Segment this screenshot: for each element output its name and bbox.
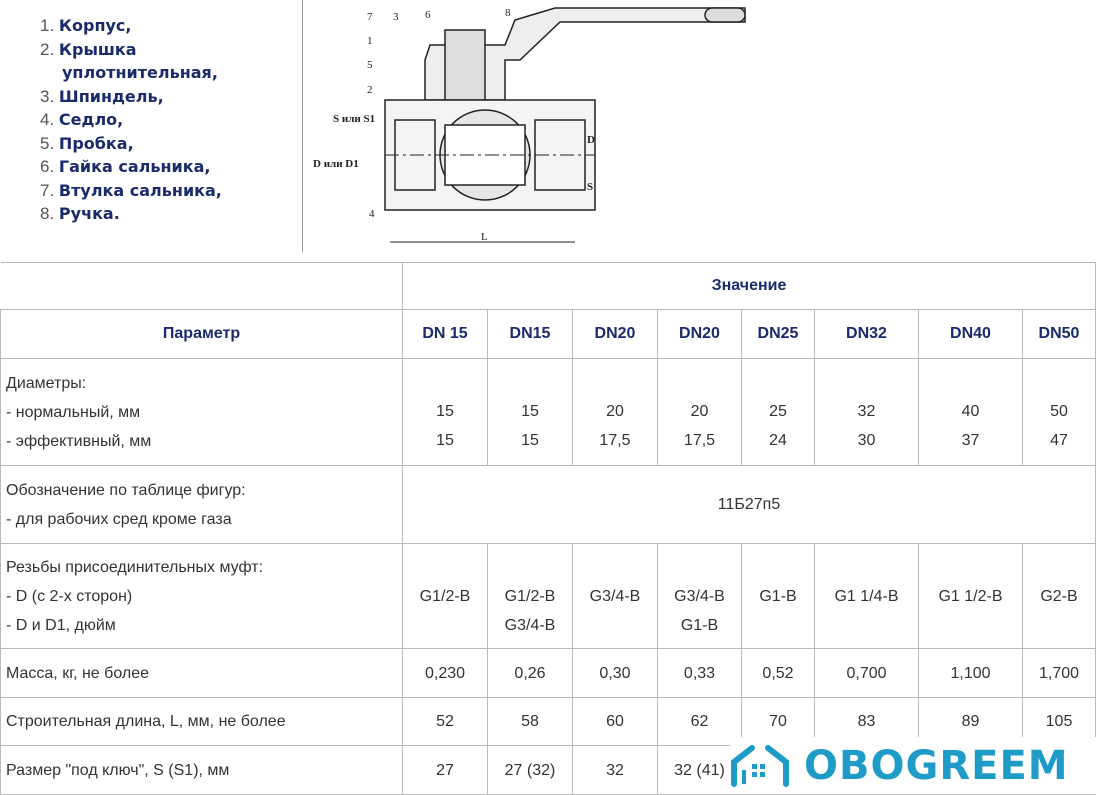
diam-label: Диаметры: - нормальный, мм - эффективный, мм	[1, 359, 403, 466]
label-s: S или S1	[333, 113, 376, 125]
value-cell	[403, 649, 488, 698]
part-item	[40, 202, 222, 226]
value: 30	[857, 432, 876, 449]
key-label: Размер "под ключ", S (S1), мм	[1, 746, 403, 795]
value: 24	[769, 432, 787, 449]
value-cell	[488, 698, 573, 746]
value: 25	[769, 403, 787, 420]
value-cell	[573, 746, 658, 795]
part-number: 2.	[40, 39, 55, 59]
value: 15	[521, 403, 539, 420]
value: 47	[1050, 432, 1068, 449]
label-d-right: D	[587, 134, 595, 146]
value-cell	[658, 544, 742, 649]
value-cell	[1023, 359, 1096, 466]
value: 32	[606, 761, 624, 779]
value-cell	[742, 359, 815, 466]
value: 0,33	[683, 664, 716, 682]
value-cell	[403, 544, 488, 649]
value: 20	[690, 403, 709, 420]
value: 32	[857, 403, 876, 420]
value: G1/2-B	[419, 588, 471, 605]
value: 52	[436, 713, 454, 730]
value: G1-B	[759, 588, 797, 605]
column-header: DN 15	[403, 310, 488, 359]
value-cell	[742, 649, 815, 698]
value: G3/4-B	[504, 617, 556, 634]
value-cell	[742, 544, 815, 649]
part-label: Гайка сальника,	[58, 157, 211, 176]
param-header: Параметр	[1, 310, 403, 359]
threads-label: Резьбы присоединительных муфт: - D (с 2-х сторон) - D и D1, дюйм	[1, 544, 403, 649]
value-cell	[919, 359, 1023, 466]
value-cell	[919, 544, 1023, 649]
label-7: 7	[367, 11, 373, 23]
value-cell	[658, 698, 742, 746]
label-8: 8	[505, 7, 511, 19]
value: 70	[769, 713, 787, 730]
part-label: Крышка	[58, 39, 137, 59]
value-cell	[403, 698, 488, 746]
value-cell	[815, 544, 919, 649]
length-label: Строительная длина, L, мм, не более	[1, 698, 403, 746]
part-label: Втулка сальника,	[58, 180, 222, 200]
label-d: D или D1	[313, 158, 359, 170]
part-number: 4.	[40, 110, 55, 129]
part-number: 8.	[40, 204, 55, 223]
house-logo-icon	[730, 744, 790, 788]
mass-label: Масса, кг, не более	[1, 649, 403, 698]
value: G1 1/4-B	[834, 588, 899, 605]
value-cell	[1023, 649, 1096, 698]
column-header: DN40	[919, 310, 1023, 359]
value: G1-B	[680, 617, 719, 634]
value: 89	[961, 713, 980, 730]
fig-value: 11Б27п5	[403, 466, 1096, 544]
value: 0,700	[846, 664, 887, 682]
value: G3/4-B	[674, 588, 725, 605]
value-cell	[573, 649, 658, 698]
value: 15	[521, 432, 539, 449]
part-item	[40, 155, 222, 179]
specs-table	[0, 262, 1096, 795]
value: 40	[961, 403, 980, 420]
value: 37	[961, 432, 980, 449]
value: G3/4-B	[589, 588, 641, 605]
column-header: DN20	[658, 310, 742, 359]
valve-drawing	[305, 0, 765, 252]
label-s-right: S	[587, 181, 594, 193]
value-cell	[403, 359, 488, 466]
value-cell	[403, 746, 488, 795]
label-2: 2	[367, 84, 373, 96]
label-3: 3	[393, 11, 399, 23]
value-cell	[488, 544, 573, 649]
value: G1 1/2-B	[938, 588, 1003, 605]
value: 58	[521, 713, 539, 730]
value-cell	[573, 359, 658, 466]
column-header: DN20	[573, 310, 658, 359]
part-number: 3.	[40, 86, 55, 106]
parts-section	[0, 0, 1100, 252]
value: 1,700	[1038, 664, 1080, 682]
value-cell	[488, 359, 573, 466]
value-cell	[658, 746, 742, 795]
value: 15	[436, 432, 454, 449]
value: 60	[606, 713, 624, 730]
value: 20	[606, 403, 624, 420]
part-number: 5.	[40, 133, 55, 153]
part-label: уплотнительная,	[62, 63, 218, 82]
part-number: 7.	[40, 180, 55, 200]
value: G1/2-B	[504, 588, 556, 605]
part-label: Корпус,	[58, 16, 132, 35]
label-6: 6	[425, 9, 431, 21]
part-item	[40, 61, 222, 85]
part-item	[40, 38, 222, 62]
value-cell	[815, 359, 919, 466]
part-item	[40, 132, 222, 156]
value-cell	[573, 544, 658, 649]
value: 17,5	[683, 432, 716, 449]
value: 83	[857, 713, 876, 730]
value-cell	[919, 649, 1023, 698]
value: 27 (32)	[504, 761, 556, 779]
label-4: 4	[369, 208, 375, 220]
part-item	[40, 85, 222, 109]
part-label: Пробка,	[58, 133, 134, 153]
column-header: DN15	[488, 310, 573, 359]
part-number: 1.	[40, 16, 55, 35]
value: 62	[690, 713, 709, 730]
part-item	[40, 179, 222, 203]
value-cell	[815, 649, 919, 698]
label-l: L	[481, 231, 488, 243]
value: 27	[436, 761, 454, 779]
part-number: 6.	[40, 157, 55, 176]
value-cell	[1023, 544, 1096, 649]
value: 1,100	[950, 664, 991, 682]
part-item	[40, 14, 222, 38]
value: 15	[436, 403, 454, 420]
part-label: Ручка.	[58, 204, 120, 223]
value: G2-B	[1040, 588, 1078, 605]
value-cell	[488, 649, 573, 698]
logo-text: OBOGREEM	[804, 742, 1069, 789]
value-cell	[658, 359, 742, 466]
divider	[302, 0, 303, 252]
value-cell	[658, 649, 742, 698]
column-header: DN32	[815, 310, 919, 359]
value-cell	[573, 698, 658, 746]
value: 0,30	[599, 664, 631, 682]
label-5: 5	[367, 59, 373, 71]
column-header: DN25	[742, 310, 815, 359]
part-label: Шпиндель,	[58, 86, 164, 106]
value: 32 (41)	[674, 761, 725, 779]
value: 0,230	[424, 664, 466, 682]
value-cell	[488, 746, 573, 795]
value: 0,52	[762, 664, 794, 682]
value: 0,26	[514, 664, 546, 682]
part-item	[40, 108, 222, 132]
parts-list	[40, 14, 222, 226]
value: 17,5	[599, 432, 631, 449]
part-label: Седло,	[58, 110, 124, 129]
value: 50	[1050, 403, 1068, 420]
value-header: Значение	[403, 263, 1096, 310]
column-header: DN50	[1023, 310, 1096, 359]
value: 105	[1045, 713, 1073, 730]
label-1: 1	[367, 35, 373, 47]
logo	[730, 737, 1100, 794]
fig-label: Обозначение по таблице фигур: - для рабочих сред кроме газа	[1, 466, 403, 544]
